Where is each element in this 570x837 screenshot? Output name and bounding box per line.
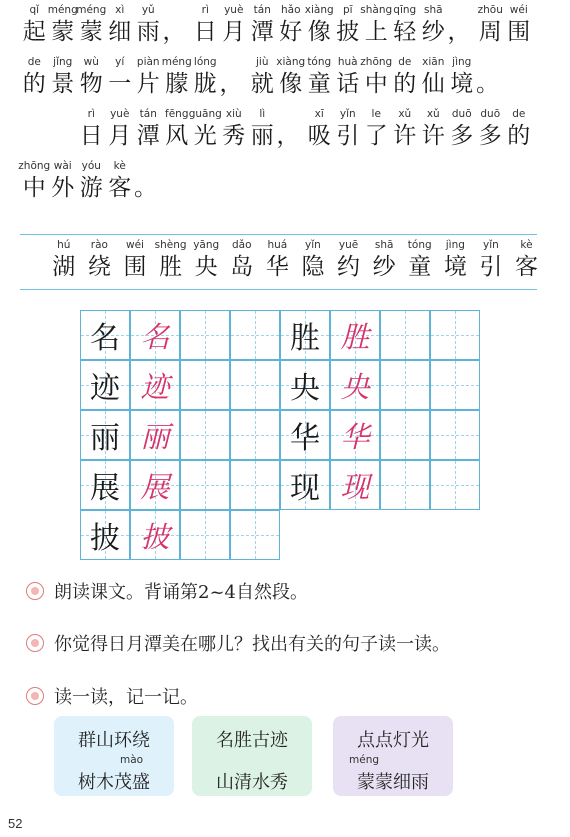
hanzi: 湖 [52, 254, 76, 280]
char-cell [188, 108, 222, 156]
model-character: 展 [140, 469, 170, 504]
phrase-card-2 [192, 716, 312, 796]
hanzi: 许 [421, 123, 445, 149]
character: 名 [90, 321, 120, 356]
hanzi: 蒙 [79, 19, 103, 45]
pinyin: xī [314, 108, 324, 120]
char-cell [163, 108, 192, 156]
writing-square [180, 460, 230, 510]
char-cell [134, 160, 163, 208]
hanzi: 潭 [136, 123, 160, 149]
writing-square [280, 410, 330, 460]
pinyin: kè [520, 239, 533, 251]
pinyin: zhōng [18, 160, 51, 172]
pinyin: de [512, 108, 526, 120]
writing-square [180, 310, 230, 360]
char-cell [448, 4, 477, 52]
hanzi: 游 [79, 175, 103, 201]
pinyin: jìng [452, 56, 472, 68]
char-cell [153, 239, 189, 287]
pinyin: dǎo [232, 239, 252, 251]
writing-square [280, 460, 330, 510]
writing-square [430, 410, 480, 460]
text-line-3 [77, 108, 533, 156]
exercise-bullet-icon [26, 582, 44, 600]
exercise-text: 朗读课文。背诵第2~4自然段。 [54, 582, 308, 603]
hanzi: 境 [450, 71, 474, 97]
hanzi: 细 [108, 19, 132, 45]
writing-square [80, 460, 130, 510]
hanzi: 风 [165, 123, 189, 149]
model-character: 胜 [340, 319, 370, 354]
pinyin: lóng [193, 56, 217, 68]
pinyin: huá [267, 239, 288, 251]
pinyin: xǔ [426, 108, 440, 120]
pinyin: yuè [110, 108, 130, 120]
hanzi: ， [162, 19, 186, 45]
pinyin: qǐ [29, 4, 40, 16]
char-cell [362, 56, 391, 104]
hanzi: 丽 [250, 123, 274, 149]
hanzi: 景 [51, 71, 75, 97]
hanzi: 雨 [136, 19, 160, 45]
pinyin: jiù [256, 56, 269, 68]
hanzi: 胜 [159, 254, 183, 280]
writing-square [380, 460, 430, 510]
hanzi: ， [276, 123, 300, 149]
character: 迹 [90, 371, 120, 406]
char-cell [82, 239, 118, 287]
char-cell [334, 56, 363, 104]
writing-square [230, 510, 280, 560]
pinyin: de [27, 56, 41, 68]
pinyin: yǔ [141, 4, 155, 16]
phrase-bottom: 山清水秀 [216, 772, 288, 793]
writing-square [430, 360, 480, 410]
hanzi: 纱 [372, 254, 396, 280]
pinyin: shā [423, 4, 443, 16]
char-cell [295, 239, 331, 287]
char-cell [505, 4, 534, 52]
exercise-bullet-icon [26, 687, 44, 705]
pinyin: yǐn [339, 108, 356, 120]
char-cell [438, 239, 474, 287]
writing-square [330, 310, 380, 360]
hanzi: 一 [108, 71, 132, 97]
pinyin: le [371, 108, 381, 120]
hanzi: 轻 [393, 19, 417, 45]
pinyin: xǔ [398, 108, 412, 120]
hanzi: 仙 [421, 71, 445, 97]
phrase-bottom: 树木茂盛 [78, 772, 150, 793]
pinyin: rì [201, 4, 209, 16]
hanzi: 吸 [307, 123, 331, 149]
pinyin: qīng [393, 4, 417, 16]
char-cell [366, 239, 402, 287]
hanzi: 客 [515, 254, 539, 280]
pinyin: shàng [360, 4, 393, 16]
hanzi: 客 [108, 175, 132, 201]
hanzi: 中 [364, 71, 388, 97]
hanzi: 岛 [230, 254, 254, 280]
pinyin: zhōu [477, 4, 503, 16]
model-character: 华 [340, 419, 370, 454]
writing-square [80, 510, 130, 560]
pinyin: jìng [445, 239, 465, 251]
pinyin: xiù [225, 108, 242, 120]
model-character: 迹 [140, 369, 170, 404]
writing-square [180, 360, 230, 410]
phrase-top: 点点灯光 [357, 730, 429, 751]
writing-square [180, 410, 230, 460]
writing-square [80, 360, 130, 410]
char-cell [49, 160, 78, 208]
hanzi: 约 [337, 254, 361, 280]
writing-square [180, 510, 230, 560]
pinyin: wài [53, 160, 72, 172]
hanzi: 秀 [222, 123, 246, 149]
character: 丽 [90, 421, 120, 456]
char-cell [163, 56, 192, 104]
hanzi: 。 [134, 175, 157, 201]
char-cell [505, 108, 534, 156]
char-cell [106, 4, 135, 52]
char-cell [448, 108, 477, 156]
hanzi: 。 [476, 71, 499, 97]
pinyin: tóng [307, 56, 332, 68]
hanzi: 多 [450, 123, 474, 149]
pinyin: hǎo [280, 4, 301, 16]
char-cell [419, 108, 448, 156]
pinyin: yóu [81, 160, 101, 172]
char-cell [476, 108, 505, 156]
char-cell [305, 4, 334, 52]
hanzi: 披 [336, 19, 360, 45]
hanzi: 纱 [421, 19, 445, 45]
char-cell [277, 4, 306, 52]
pinyin: méng [161, 56, 192, 68]
page-number: 52 [8, 816, 23, 831]
pinyin: xiàng [276, 56, 306, 68]
pinyin: wéi [509, 4, 528, 16]
char-cell [163, 4, 192, 52]
char-cell [46, 239, 82, 287]
writing-square [130, 510, 180, 560]
char-cell [334, 108, 363, 156]
pinyin: duō [451, 108, 472, 120]
char-cell [476, 4, 505, 52]
char-cell [20, 160, 49, 208]
hanzi: 的 [22, 71, 46, 97]
pinyin: rào [90, 239, 108, 251]
model-character: 名 [140, 319, 170, 354]
writing-square [280, 360, 330, 410]
hanzi: 像 [307, 19, 331, 45]
exercise-2 [26, 630, 450, 656]
exercise-text: 读一读，记一记。 [54, 687, 198, 708]
char-cell [134, 108, 163, 156]
char-cell [260, 239, 296, 287]
hanzi: ， [447, 19, 471, 45]
pinyin: yí [115, 56, 125, 68]
char-cell [188, 239, 224, 287]
hanzi: 的 [393, 71, 417, 97]
exercise-3 [26, 683, 198, 709]
writing-square [130, 460, 180, 510]
hanzi: 围 [507, 19, 531, 45]
hanzi: 的 [507, 123, 531, 149]
phrase-pinyin: mào [120, 754, 144, 766]
char-cell [248, 108, 277, 156]
writing-square [380, 360, 430, 410]
char-cell [106, 56, 135, 104]
hanzi: 上 [364, 19, 388, 45]
model-character: 披 [140, 519, 170, 554]
hanzi: 许 [393, 123, 417, 149]
model-character: 央 [340, 369, 370, 404]
pinyin: duō [480, 108, 501, 120]
pinyin: huà [337, 56, 358, 68]
hanzi: 月 [108, 123, 132, 149]
char-cell [509, 239, 545, 287]
hanzi: 日 [193, 19, 217, 45]
exercise-bullet-icon [26, 634, 44, 652]
exercise-text: 你觉得日月潭美在哪儿？找出有关的句子读一读。 [54, 634, 450, 655]
hanzi: 围 [123, 254, 147, 280]
pinyin: lì [259, 108, 266, 120]
writing-square [230, 360, 280, 410]
char-cell [106, 108, 135, 156]
pinyin: rì [87, 108, 95, 120]
writing-square [230, 310, 280, 360]
writing-square [430, 460, 480, 510]
char-cell [248, 4, 277, 52]
character: 展 [90, 471, 120, 506]
hanzi: 童 [307, 71, 331, 97]
hanzi: 引 [479, 254, 503, 280]
char-cell [134, 56, 163, 104]
pinyin: yuè [224, 4, 244, 16]
hanzi: 中 [22, 175, 46, 201]
char-cell [305, 108, 334, 156]
text-line-2 [20, 56, 505, 104]
char-cell [77, 4, 106, 52]
pinyin: kè [113, 160, 126, 172]
writing-square [80, 410, 130, 460]
pinyin: de [398, 56, 412, 68]
char-cell [20, 56, 49, 104]
char-cell [402, 239, 438, 287]
pinyin: tán [139, 108, 157, 120]
pinyin: shā [374, 239, 394, 251]
char-cell [49, 56, 78, 104]
char-cell [106, 160, 135, 208]
pinyin: piàn [136, 56, 160, 68]
char-cell [362, 108, 391, 156]
writing-square [380, 410, 430, 460]
hanzi: 就 [250, 71, 274, 97]
char-cell [77, 160, 106, 208]
pinyin: xì [115, 4, 125, 16]
hanzi: 了 [364, 123, 388, 149]
model-character: 现 [340, 469, 370, 504]
char-cell [391, 4, 420, 52]
writing-square [230, 410, 280, 460]
char-cell [448, 56, 477, 104]
vocab-line [46, 239, 544, 287]
hanzi: 绕 [87, 254, 111, 280]
pinyin: pī [342, 4, 353, 16]
writing-square [330, 410, 380, 460]
char-cell [248, 56, 277, 104]
pinyin: tán [253, 4, 271, 16]
char-cell [334, 4, 363, 52]
pinyin: wéi [126, 239, 144, 251]
pinyin: fēng [165, 108, 189, 120]
char-cell [134, 4, 163, 52]
writing-square [230, 460, 280, 510]
hanzi: 境 [443, 254, 467, 280]
hanzi: 引 [336, 123, 360, 149]
hanzi: 片 [136, 71, 160, 97]
char-cell [224, 239, 260, 287]
writing-square [280, 310, 330, 360]
hanzi: 隐 [301, 254, 325, 280]
hanzi: 像 [279, 71, 303, 97]
pinyin: méng [76, 4, 107, 16]
writing-square [130, 410, 180, 460]
hanzi: 蒙 [51, 19, 75, 45]
char-cell [391, 56, 420, 104]
writing-square [130, 310, 180, 360]
hanzi: 朦 [165, 71, 189, 97]
char-cell [419, 4, 448, 52]
model-character: 丽 [140, 419, 170, 454]
phrase-top: 名胜古迹 [216, 730, 288, 751]
hanzi: 光 [193, 123, 217, 149]
char-cell [49, 4, 78, 52]
phrase-top: 群山环绕 [78, 730, 150, 751]
text-line-1 [20, 4, 533, 52]
text-line-4 [20, 160, 163, 208]
character: 华 [290, 421, 320, 456]
char-cell [305, 56, 334, 104]
pinyin: zhōng [360, 56, 393, 68]
char-cell [220, 108, 249, 156]
pinyin: yuē [338, 239, 359, 251]
writing-square [130, 360, 180, 410]
pinyin: yāng [193, 239, 220, 251]
phrase-bottom: 蒙蒙细雨 [357, 772, 429, 793]
pinyin: tóng [407, 239, 432, 251]
char-cell [277, 108, 306, 156]
char-cell [220, 4, 249, 52]
phrase-card-1 [54, 716, 174, 796]
char-cell [419, 56, 448, 104]
hanzi: 日 [79, 123, 103, 149]
char-cell [277, 56, 306, 104]
pinyin: méng [47, 4, 78, 16]
hanzi: 外 [51, 175, 75, 201]
pinyin: xiàng [304, 4, 334, 16]
char-cell [473, 239, 509, 287]
pinyin: guāng [188, 108, 222, 120]
character: 现 [290, 471, 320, 506]
char-cell [391, 108, 420, 156]
phrase-card-3 [333, 716, 453, 796]
hanzi: 童 [408, 254, 432, 280]
hanzi: 多 [478, 123, 502, 149]
phrase-pinyin: méng [349, 754, 380, 766]
pinyin: yǐn [305, 239, 321, 251]
char-cell [331, 239, 367, 287]
char-cell [220, 56, 249, 104]
hanzi: 胧 [193, 71, 217, 97]
char-cell [476, 56, 505, 104]
character: 披 [90, 521, 120, 556]
hanzi: 潭 [250, 19, 274, 45]
writing-square [330, 460, 380, 510]
hanzi: 好 [279, 19, 303, 45]
hanzi: ， [219, 71, 243, 97]
char-cell [362, 4, 391, 52]
pinyin: hú [57, 239, 71, 251]
hanzi: 周 [478, 19, 502, 45]
hanzi: 月 [222, 19, 246, 45]
pinyin: shèng [154, 239, 187, 251]
hanzi: 起 [22, 19, 46, 45]
char-cell [117, 239, 153, 287]
char-cell [77, 56, 106, 104]
pinyin: jǐng [53, 56, 73, 68]
hanzi: 物 [79, 71, 103, 97]
char-cell [20, 4, 49, 52]
vocab-band [20, 234, 537, 290]
pinyin: xiān [422, 56, 445, 68]
exercise-1 [26, 578, 308, 604]
hanzi: 话 [336, 71, 360, 97]
char-cell [191, 56, 220, 104]
hanzi: 华 [265, 254, 289, 280]
pinyin: wù [83, 56, 99, 68]
pinyin: yǐn [483, 239, 499, 251]
character: 央 [290, 371, 320, 406]
writing-square [80, 310, 130, 360]
writing-square [330, 360, 380, 410]
char-cell [191, 4, 220, 52]
char-cell [77, 108, 106, 156]
writing-square [430, 310, 480, 360]
writing-square [380, 310, 430, 360]
hanzi: 央 [194, 254, 218, 280]
character: 胜 [290, 321, 320, 356]
